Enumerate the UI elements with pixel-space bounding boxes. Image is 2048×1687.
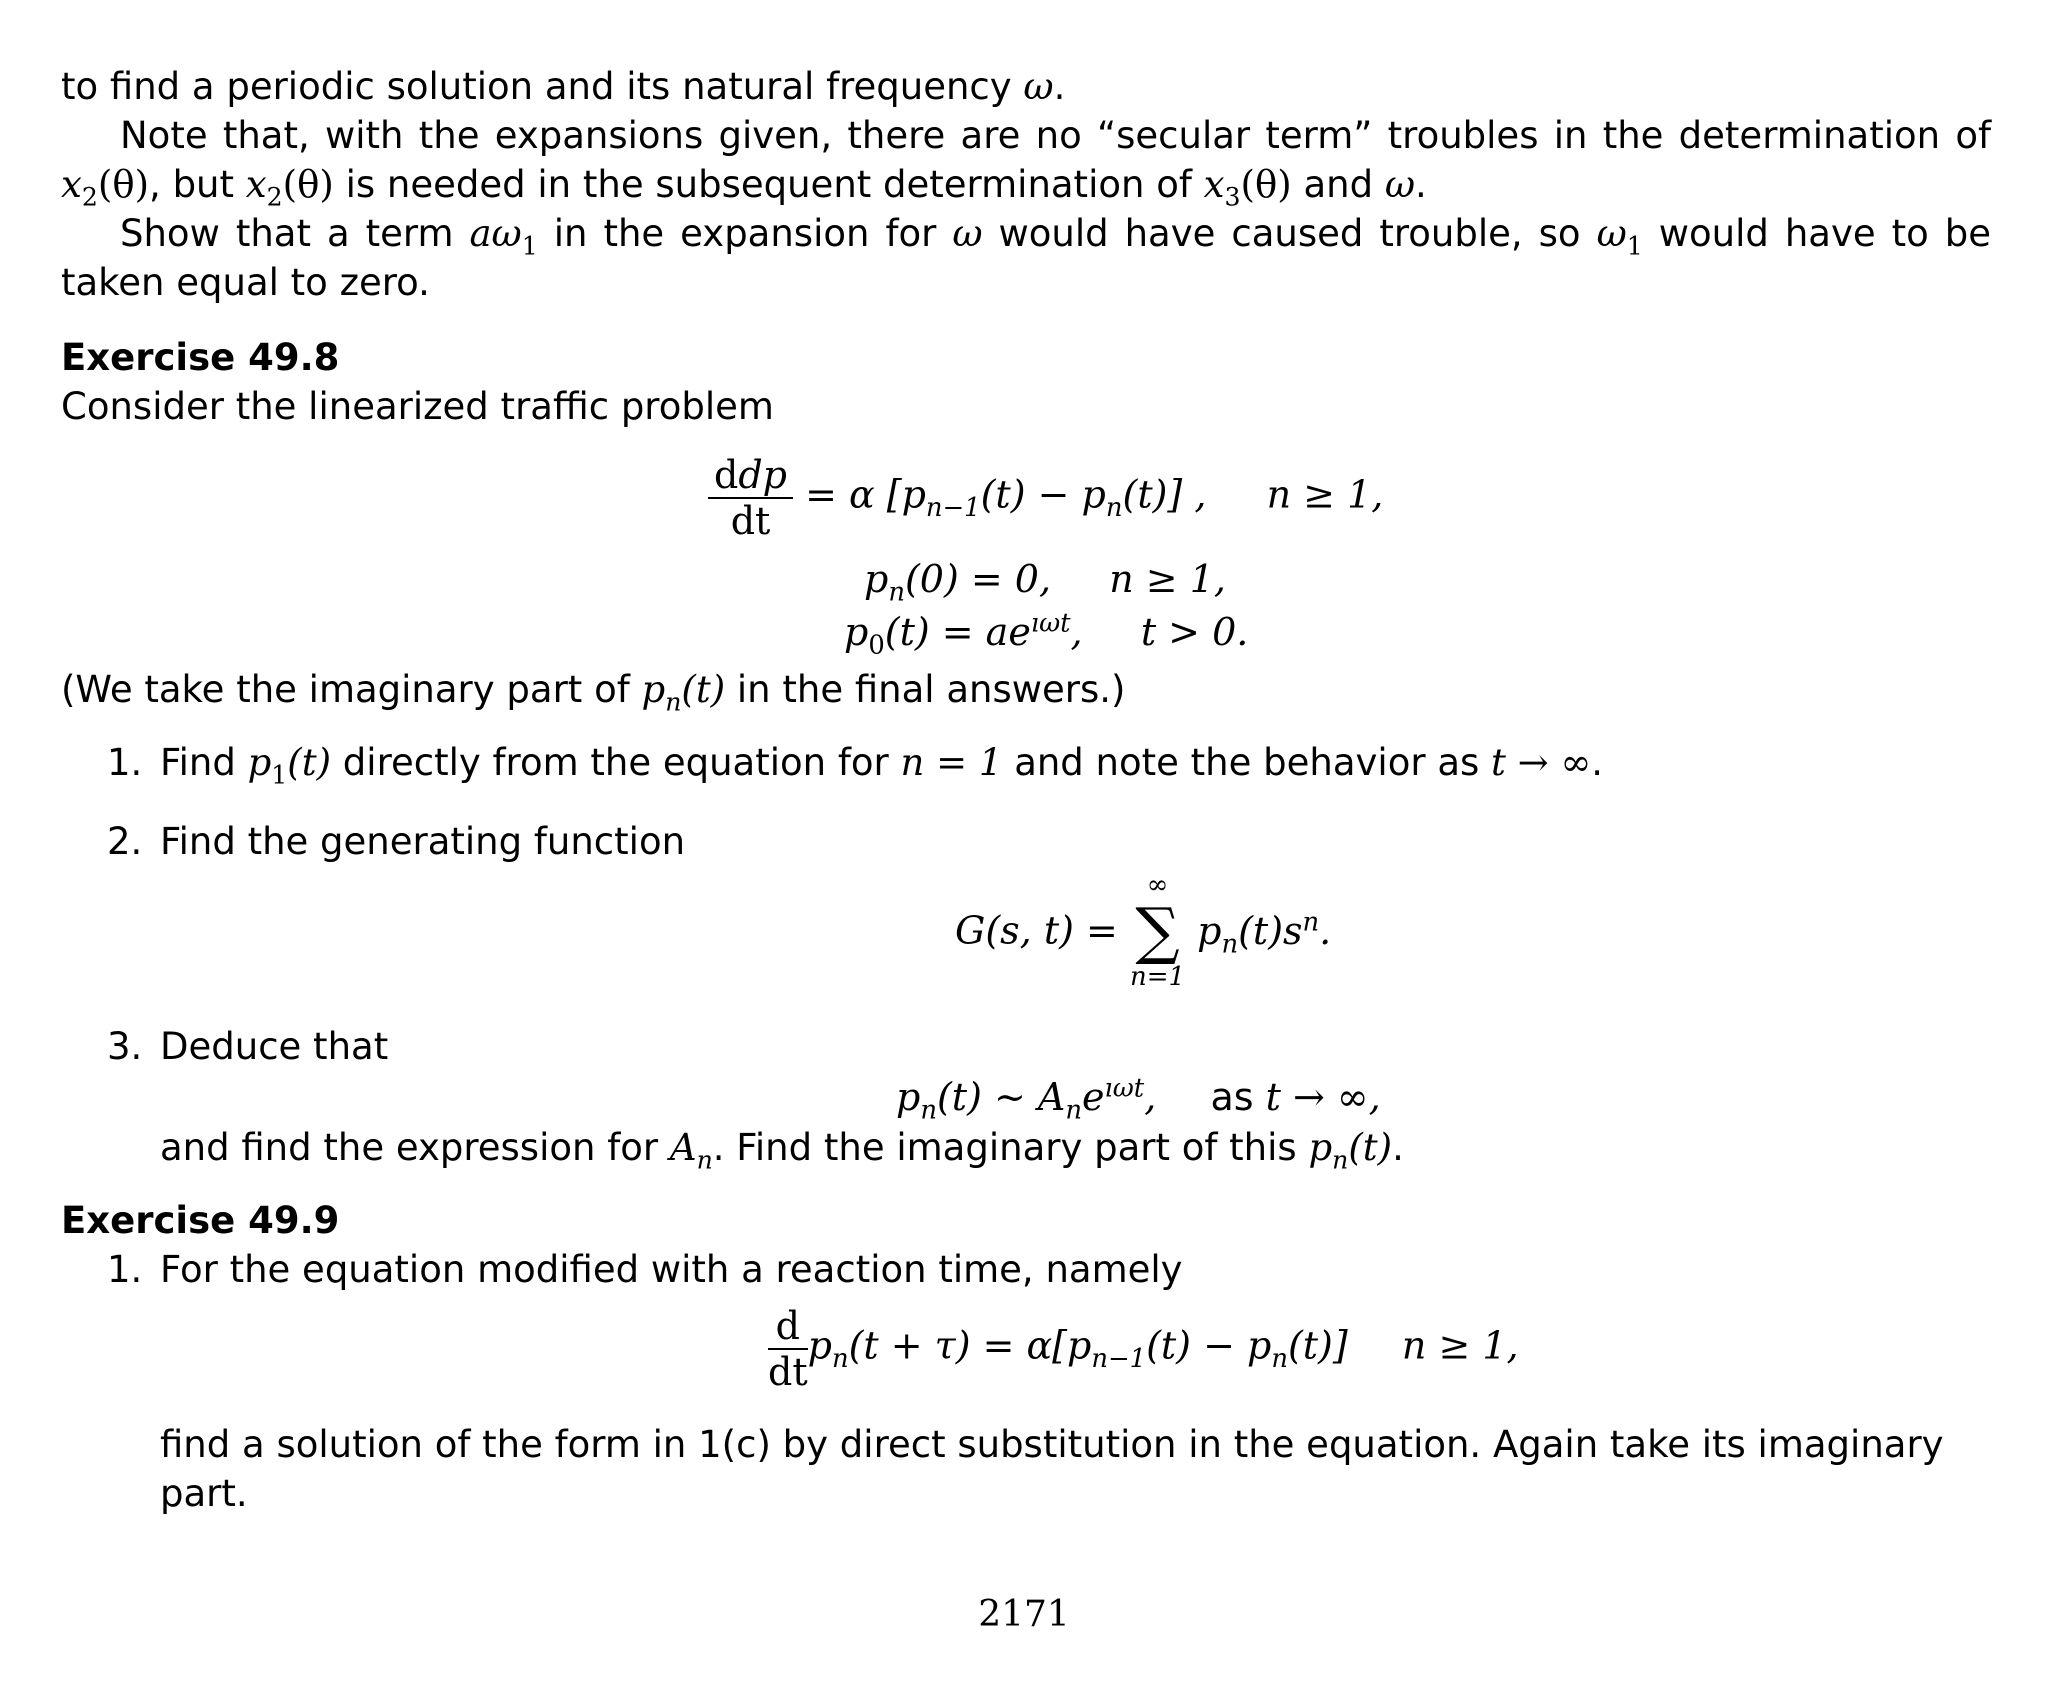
find-expression-line: and find the expression for $A_n$. Find the imaginary part of this $p_n(t)$. — [160, 1126, 1404, 1175]
paragraph-1: to find a periodic solution and its natural frequency ω. — [61, 65, 1066, 108]
exercise-49-8-list — [61, 738, 1991, 1175]
equation-2: $p_n(0) = 0$, n ≥ 1, — [864, 557, 1226, 608]
list-item: 1. For the equation modified with a reaction time, namely $\frac{d}{dt}$ $p_n(t + \tau) = \alpha[p_{n-1}(t) - p_n(t)] n \ge 1$, find a solution of the form in 1(c) by direct substitution in the equation. Again take its imaginary part. — [61, 1245, 1991, 1518]
derivative-fraction: $\frac{\text{ddp}}{dt}$ — [708, 453, 793, 543]
traffic-equation-system — [61, 443, 1991, 661]
exercise-49-9-title: Exercise 49.9 — [61, 1199, 340, 1242]
equation-3: $p_0(t) = ae^{ı\omega t}$, t > 0. — [844, 608, 1249, 661]
list-item: 1. Find $p_1(t)$ directly from the equation for n = 1 and note the behavior as t → ∞. — [107, 741, 1604, 790]
exercise-49-8-title: Exercise 49.8 — [61, 336, 340, 379]
substitution-instruction: find a solution of the form in 1(c) by direct substitution in the equation. Again take its imaginary part. — [160, 1423, 1944, 1515]
page-content — [61, 62, 1991, 1518]
page-number: 2171 — [978, 1594, 1070, 1635]
paragraph-2: Note that, with the expansions given, there are no “secular term” troubles in the determination of $x_2(\theta)$, but $x_2(\theta)$ is needed in the subsequent determination of $x_3(\theta)$ and ω. — [61, 114, 1991, 212]
exercise-49-9-list — [61, 1245, 1991, 1518]
generating-function-equation: G(s, t) = ∞ ∑ n=1 $p_n(t)s^n$. — [955, 870, 1332, 992]
paragraph-3: Show that a term $a\omega_1$ in the expansion for ω would have caused trouble, so $\omega_1$ would have to be taken equal to zero. — [61, 212, 1992, 304]
equation-1: $\frac{\text{ddp}}{dt}$ = α $[p_{n-1}(t) - p_n(t)]$ , n ≥ 1, — [708, 453, 1383, 543]
list-item: 2. Find the generating function G(s, t) = ∞ ∑ n=1 $p_n(t)s^n$. — [61, 817, 1991, 1000]
summation-sign: ∞ ∑ n=1 — [1129, 870, 1186, 992]
exercise-49-8-intro: Consider the linearized traffic problem — [61, 385, 774, 428]
list-item: 3. Deduce that $p_n(t)$ ∼ $A_ne^{ı\omega t}$, as t → ∞, and find the expression for $A_n$. Find the imaginary part of this $p_n(t)$. — [61, 1022, 1991, 1172]
imaginary-part-note: (We take the imaginary part of $p_n(t)$ in the final answers.) — [61, 668, 1126, 717]
reaction-time-equation: $\frac{d}{dt}$ $p_n(t + \tau) = \alpha[p_{n-1}(t) - p_n(t)] n \ge 1$, — [768, 1304, 1519, 1394]
derivative-operator: $\frac{d}{dt}$ — [768, 1304, 808, 1394]
asymptotic-equation: $p_n(t)$ ∼ $A_ne^{ı\omega t}$, as t → ∞, — [896, 1073, 1381, 1126]
